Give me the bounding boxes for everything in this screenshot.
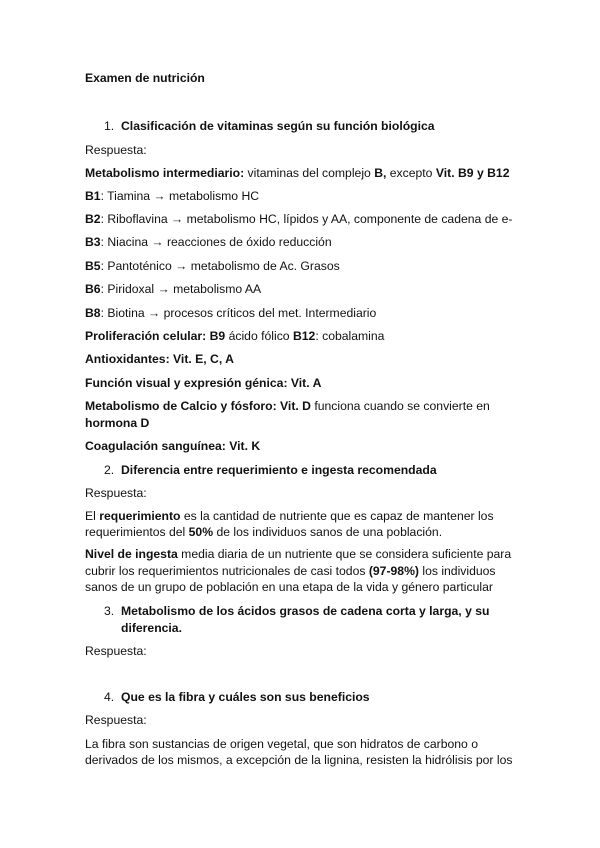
b1-label: B1 (85, 189, 101, 203)
calcio-label: Metabolismo de Calcio y fósforo: Vit. D (85, 399, 311, 413)
q1-b2-line (85, 211, 512, 227)
q2-p1-pre: El (85, 509, 100, 523)
q1-b1-line (85, 188, 259, 204)
q2-p2-bold: Nivel de ingesta (85, 547, 178, 561)
prolif-text2: : cobalamina (315, 329, 385, 343)
q1-met-except: excepto (386, 166, 436, 180)
question-number: 4. (104, 690, 115, 704)
question-text: Clasificación de vitaminas según su función biológica (121, 119, 435, 133)
q2-p1-post: es la cantidad de nutriente que es capaz de mantener los (180, 509, 494, 523)
document-title: Examen de nutrición (85, 71, 205, 85)
question-number: 2. (104, 463, 115, 477)
q1-calcio-line (85, 398, 490, 414)
answer-label: Respuesta: (85, 143, 147, 157)
q4-line1: La fibra son sustancias de origen vegetal, que son hidratos de carbono o (85, 737, 478, 751)
q1-b8-line (85, 305, 376, 321)
answer-label: Respuesta: (85, 713, 147, 727)
b2-text: : Riboflavina → metabolismo HC, lípidos y AA, componente de cadena de e- (100, 212, 513, 226)
prolif-b12: B12 (292, 329, 316, 343)
b3-label: B3 (85, 235, 101, 249)
b6-label: B6 (85, 282, 101, 296)
q1-visual-line: Función visual y expresión génica: Vit. A (85, 376, 322, 390)
q4-line2: derivados de los mismos, a excepción de la lignina, resisten la hidrólisis por los (85, 753, 513, 767)
b5-text: : Pantoténico → metabolismo de Ac. Grasos (100, 259, 340, 273)
q2-p2-line2-bold: (97-98%) (368, 564, 419, 578)
q1-proliferacion-line (85, 328, 384, 344)
answer-label: Respuesta: (85, 644, 147, 658)
q1-met-b: B, (374, 166, 387, 180)
q1-coagulacion-line: Coagulación sanguínea: Vit. K (85, 439, 261, 453)
q1-b6-line (85, 281, 261, 297)
q2-p1-line1 (85, 508, 494, 524)
q1-calcio-line2: hormona D (85, 416, 150, 430)
q2-p2-line3: sanos de un grupo de población en una etapa de la vida y género particular (85, 580, 493, 594)
question-number: 1. (104, 119, 115, 133)
question-1 (104, 118, 435, 134)
q1-metabolismo-line (85, 165, 509, 181)
calcio-text: funciona cuando se convierte en (310, 399, 490, 413)
b8-label: B8 (85, 306, 101, 320)
question-4 (104, 689, 370, 705)
prolif-label: Proliferación celular: B9 (85, 329, 226, 343)
b3-text: : Niacina → reacciones de óxido reducción (100, 235, 332, 249)
q1-b5-line (85, 258, 340, 274)
prolif-text1: ácido fólico (225, 329, 293, 343)
b1-text: : Tiamina → metabolismo HC (100, 189, 260, 203)
b5-label: B5 (85, 259, 101, 273)
q1-met-label: Metabolismo intermediario: (85, 166, 245, 180)
q2-p2-line2-post: los individuos (418, 564, 496, 578)
q2-p1-line2-pre: requerimientos del (85, 525, 189, 539)
question-2 (104, 462, 437, 478)
b2-label: B2 (85, 212, 101, 226)
b6-text: : Piridoxal → metabolismo AA (100, 282, 262, 296)
q2-p1-line2-post: de los individuos sanos de una población. (213, 525, 443, 539)
q1-b3-line (85, 234, 332, 250)
answer-label: Respuesta: (85, 486, 147, 500)
q1-met-text: vitaminas del complejo (244, 166, 375, 180)
question-text: Diferencia entre requerimiento e ingesta recomendada (121, 463, 437, 477)
question-3 (104, 603, 489, 619)
q1-met-vits: Vit. B9 y B12 (435, 166, 510, 180)
q2-p1-bold: requerimiento (99, 509, 181, 523)
b8-text: : Biotina → procesos críticos del met. Intermediario (100, 306, 377, 320)
q2-p1-line2 (85, 524, 442, 540)
question-3-line2: diferencia. (121, 621, 182, 635)
question-text-line1: Metabolismo de los ácidos grasos de cadena corta y larga, y su (121, 604, 490, 618)
q1-antioxidantes-line: Antioxidantes: Vit. E, C, A (85, 352, 234, 366)
q2-p2-line1 (85, 546, 511, 562)
question-text: Que es la fibra y cuáles son sus beneficios (121, 690, 370, 704)
q2-p2-line2-pre: cubrir los requerimientos nutricionales de casi todos (85, 564, 369, 578)
q2-p2-post: media diaria de un nutriente que se considera suficiente para (177, 547, 512, 561)
question-number: 3. (104, 604, 115, 618)
q2-p1-line2-bold: 50% (188, 525, 214, 539)
q2-p2-line2 (85, 563, 496, 579)
